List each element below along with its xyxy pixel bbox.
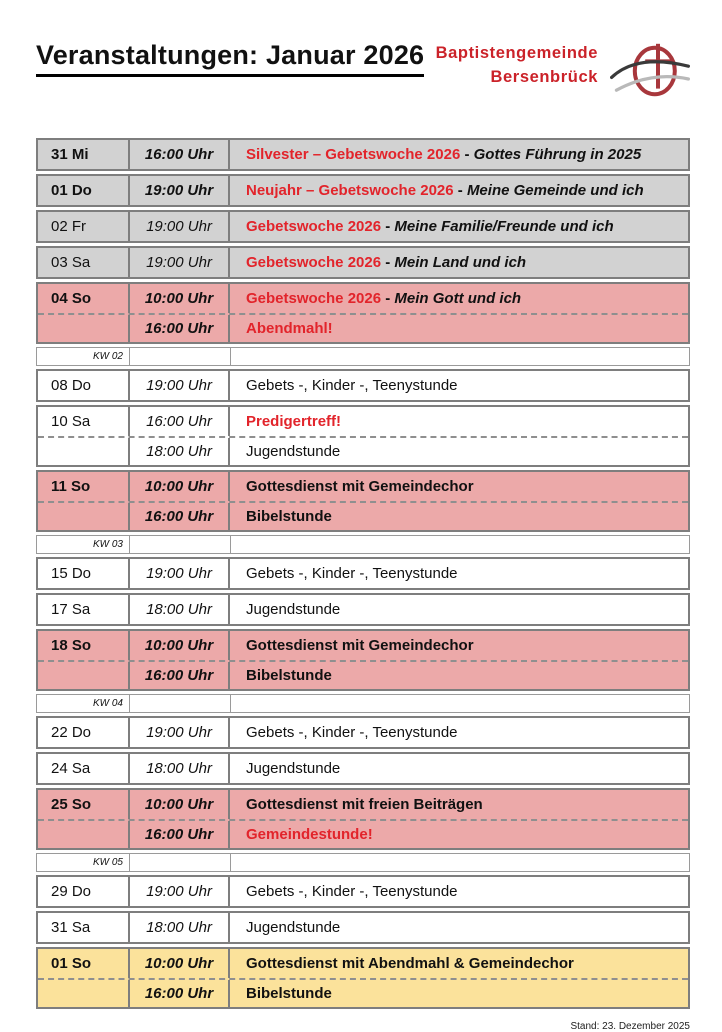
event-time: 16:00 Uhr — [130, 140, 230, 169]
event-row — [38, 913, 688, 942]
calendar-week-row — [36, 535, 690, 554]
event-description — [230, 595, 688, 624]
event-row — [38, 754, 688, 783]
event-date: 04 So — [38, 284, 130, 313]
event-date: 31 Sa — [38, 913, 130, 942]
event-date — [38, 503, 130, 530]
event-description — [230, 407, 688, 436]
event-time: 16:00 Uhr — [130, 407, 230, 436]
calendar-week-row — [36, 694, 690, 713]
event-description-segment: Gebets -, Kinder -, Teenystunde — [246, 377, 458, 394]
event-description-segment: Predigertreff! — [246, 413, 342, 430]
event-group — [36, 788, 690, 850]
event-row — [38, 819, 688, 848]
event-description-segment: Gottesdienst mit Abendmahl & Gemeindechor — [246, 955, 574, 972]
event-time: 19:00 Uhr — [130, 559, 230, 588]
event-date: 31 Mi — [38, 140, 130, 169]
event-description — [230, 980, 688, 1007]
event-description-segment: - — [381, 290, 395, 307]
event-description — [230, 472, 688, 501]
event-description-segment: Meine Gemeinde und ich — [466, 182, 644, 199]
event-description-segment: Gottesdienst mit Gemeindechor — [246, 637, 474, 654]
event-description-segment: Jugendstunde — [246, 601, 341, 618]
calendar-week-label: KW 05 — [37, 854, 130, 871]
event-time: 19:00 Uhr — [130, 718, 230, 747]
event-group — [36, 875, 690, 908]
event-group — [36, 210, 690, 243]
event-time: 18:00 Uhr — [130, 595, 230, 624]
event-description — [230, 176, 688, 205]
calendar-week-row — [36, 347, 690, 366]
event-date: 01 So — [38, 949, 130, 978]
event-row — [38, 978, 688, 1007]
event-date: 29 Do — [38, 877, 130, 906]
event-description-segment: Gebets -, Kinder -, Teenystunde — [246, 565, 458, 582]
brand-line2: Bersenbrück — [490, 67, 598, 86]
event-row — [38, 371, 688, 400]
event-description-segment: Jugendstunde — [246, 919, 341, 936]
event-date — [38, 980, 130, 1007]
event-row — [38, 248, 688, 277]
event-date: 15 Do — [38, 559, 130, 588]
event-row — [38, 501, 688, 530]
event-description-segment: Gottesdienst mit freien Beiträgen — [246, 796, 483, 813]
event-row — [38, 718, 688, 747]
event-row — [38, 631, 688, 660]
event-description-segment: Neujahr – Gebetswoche 2026 — [246, 182, 454, 199]
event-time: 10:00 Uhr — [130, 284, 230, 313]
event-time: 19:00 Uhr — [130, 176, 230, 205]
calendar-week-spacer — [231, 854, 689, 871]
event-row — [38, 436, 688, 465]
event-row — [38, 949, 688, 978]
event-date — [38, 315, 130, 342]
event-description — [230, 438, 688, 465]
event-time: 16:00 Uhr — [130, 503, 230, 530]
event-date: 25 So — [38, 790, 130, 819]
page-title: Veranstaltungen: Januar 2026 — [36, 40, 424, 77]
event-row — [38, 595, 688, 624]
event-row — [38, 407, 688, 436]
event-group — [36, 470, 690, 532]
event-row — [38, 313, 688, 342]
event-time: 16:00 Uhr — [130, 821, 230, 848]
event-date: 03 Sa — [38, 248, 130, 277]
event-description — [230, 140, 688, 169]
event-date — [38, 821, 130, 848]
event-description — [230, 877, 688, 906]
event-description — [230, 631, 688, 660]
event-description-segment: Gottes Führung in 2025 — [473, 146, 642, 163]
event-description-segment: Bibelstunde — [246, 667, 332, 684]
event-row — [38, 140, 688, 169]
event-description — [230, 949, 688, 978]
event-description-segment: Gemeindestunde! — [246, 826, 373, 843]
event-description — [230, 790, 688, 819]
event-time: 18:00 Uhr — [130, 438, 230, 465]
event-group — [36, 405, 690, 467]
event-date: 11 So — [38, 472, 130, 501]
event-time: 10:00 Uhr — [130, 949, 230, 978]
event-time: 16:00 Uhr — [130, 980, 230, 1007]
event-description — [230, 315, 688, 342]
event-row — [38, 284, 688, 313]
event-description-segment: Gebetswoche 2026 — [246, 290, 382, 307]
event-time: 16:00 Uhr — [130, 662, 230, 689]
brand-name — [424, 42, 598, 90]
event-description-segment: Jugendstunde — [246, 760, 341, 777]
event-description-segment: Mein Gott und ich — [394, 290, 522, 307]
event-group — [36, 282, 690, 344]
event-date: 10 Sa — [38, 407, 130, 436]
event-time: 19:00 Uhr — [130, 248, 230, 277]
event-description — [230, 662, 688, 689]
event-date: 08 Do — [38, 371, 130, 400]
event-group — [36, 593, 690, 626]
event-description-segment: - — [460, 146, 474, 163]
event-date: 24 Sa — [38, 754, 130, 783]
event-description-segment: - — [453, 182, 467, 199]
calendar-week-spacer — [231, 348, 689, 365]
event-description-segment: Gebets -, Kinder -, Teenystunde — [246, 724, 458, 741]
event-description — [230, 754, 688, 783]
calendar-week-label: KW 03 — [37, 536, 130, 553]
church-cross-swoosh-logo-icon — [610, 34, 690, 108]
calendar-week-row — [36, 853, 690, 872]
event-description — [230, 284, 688, 313]
event-description-segment: Gebetswoche 2026 — [246, 218, 382, 235]
event-description — [230, 913, 688, 942]
event-time: 18:00 Uhr — [130, 913, 230, 942]
event-group — [36, 947, 690, 1009]
event-group — [36, 629, 690, 691]
event-row — [38, 660, 688, 689]
event-description — [230, 821, 688, 848]
calendar-week-spacer — [231, 695, 689, 712]
event-row — [38, 472, 688, 501]
event-row — [38, 212, 688, 241]
event-date — [38, 438, 130, 465]
event-time: 19:00 Uhr — [130, 371, 230, 400]
event-row — [38, 790, 688, 819]
header — [36, 40, 690, 108]
event-description — [230, 503, 688, 530]
event-group — [36, 557, 690, 590]
event-description-segment: Meine Familie/Freunde und ich — [394, 218, 614, 235]
event-description-segment: Gottesdienst mit Gemeindechor — [246, 478, 474, 495]
calendar-week-spacer — [130, 854, 231, 871]
event-time: 18:00 Uhr — [130, 754, 230, 783]
event-description — [230, 718, 688, 747]
event-group — [36, 174, 690, 207]
event-time: 10:00 Uhr — [130, 472, 230, 501]
event-description-segment: Jugendstunde — [246, 443, 341, 460]
calendar-week-spacer — [231, 536, 689, 553]
event-group — [36, 246, 690, 279]
event-group — [36, 752, 690, 785]
event-row — [38, 877, 688, 906]
event-time: 19:00 Uhr — [130, 877, 230, 906]
event-row — [38, 559, 688, 588]
event-date: 01 Do — [38, 176, 130, 205]
event-group — [36, 369, 690, 402]
calendar-week-spacer — [130, 348, 231, 365]
calendar-week-spacer — [130, 536, 231, 553]
event-description-segment: Gebetswoche 2026 — [246, 254, 382, 271]
event-description-segment: Mein Land und ich — [394, 254, 527, 271]
event-row — [38, 176, 688, 205]
event-description — [230, 371, 688, 400]
event-description-segment: Bibelstunde — [246, 508, 332, 525]
event-date: 17 Sa — [38, 595, 130, 624]
event-description-segment: - — [381, 254, 395, 271]
brand-line1: Baptistengemeinde — [435, 44, 598, 62]
event-time: 19:00 Uhr — [130, 212, 230, 241]
event-description — [230, 248, 688, 277]
revision-date: Stand: 23. Dezember 2025 — [570, 1021, 690, 1032]
event-description-segment: Gebets -, Kinder -, Teenystunde — [246, 883, 458, 900]
event-description-segment: Abendmahl! — [246, 320, 333, 337]
event-time: 10:00 Uhr — [130, 790, 230, 819]
event-description-segment: - — [381, 218, 395, 235]
event-date: 02 Fr — [38, 212, 130, 241]
event-time: 16:00 Uhr — [130, 315, 230, 342]
calendar-week-label: KW 04 — [37, 695, 130, 712]
event-description — [230, 559, 688, 588]
event-date: 22 Do — [38, 718, 130, 747]
event-description-segment: Bibelstunde — [246, 985, 332, 1002]
event-group — [36, 138, 690, 171]
event-description — [230, 212, 688, 241]
calendar-week-spacer — [130, 695, 231, 712]
calendar-week-label: KW 02 — [37, 348, 130, 365]
event-group — [36, 716, 690, 749]
event-date — [38, 662, 130, 689]
events-table — [36, 138, 690, 1009]
flyer-page — [36, 40, 690, 1032]
event-group — [36, 911, 690, 944]
event-time: 10:00 Uhr — [130, 631, 230, 660]
event-date: 18 So — [38, 631, 130, 660]
event-description-segment: Silvester – Gebetswoche 2026 — [246, 146, 461, 163]
